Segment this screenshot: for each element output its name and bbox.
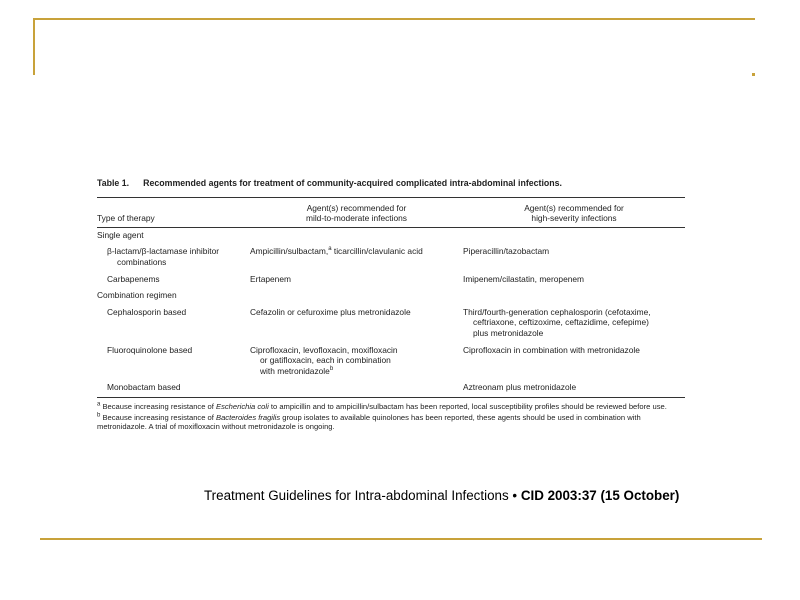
table-row xyxy=(97,343,685,381)
table-number: Table 1. xyxy=(97,178,130,188)
citation-text: Treatment Guidelines for Intra-abdominal Infections xyxy=(204,488,509,503)
citation xyxy=(204,488,679,503)
cephalosporin-high-line1: Third/fourth-generation cephalosporin (cefotaxime, xyxy=(463,306,651,317)
frame-bottom-line xyxy=(40,538,762,540)
table-row xyxy=(97,305,685,343)
table-row xyxy=(97,380,685,397)
header-type-of-therapy: Type of therapy xyxy=(97,213,155,224)
footnote-b-text-1: Because increasing resistance of xyxy=(100,412,217,422)
beta-lactam-mild xyxy=(250,244,463,271)
header-mild-line1: Agent(s) recommended for xyxy=(306,202,407,213)
cephalosporin-high-line3: plus metronidazole xyxy=(473,327,544,338)
frame-top-line xyxy=(33,18,755,20)
footnote-b-ref: b xyxy=(329,365,334,372)
monobactam-high: Aztreonam plus metronidazole xyxy=(463,382,577,393)
beta-lactam-name-line1: β-lactam/β-lactamase inhibitor xyxy=(107,246,220,257)
cephalosporin-high-line2: ceftriaxone, ceftizoxime, ceftazidime, cefepime) xyxy=(473,317,649,328)
footnote-a-text-1: Because increasing resistance of xyxy=(100,401,217,411)
beta-lactam-name-line2: combinations xyxy=(117,256,167,267)
footnote-b-organism: Bacteroides fragilis xyxy=(216,412,281,422)
fluoroquinolone-high: Ciprofloxacin in combination with metronidazole xyxy=(463,344,640,355)
footnote-b-mark: b xyxy=(97,411,101,418)
row-label-beta-lactam xyxy=(97,244,250,271)
footnote-a xyxy=(97,402,687,412)
fluoroquinolone-mild-line2: or gatifloxacin, each in combination xyxy=(260,355,391,366)
fluoroquinolone-mild-line3 xyxy=(250,366,463,377)
header-mild-line2: mild-to-moderate infections xyxy=(305,213,407,224)
fluoroquinolone-mild-line3-text: with metronidazole xyxy=(260,365,330,376)
footnote-b xyxy=(97,413,687,432)
beta-lactam-mild-a: Ampicillin/sulbactam, xyxy=(250,246,329,257)
fluoroquinolone-mild-line1: Ciprofloxacin, levofloxacin, moxifloxacin xyxy=(250,344,398,355)
table-figure xyxy=(97,178,687,432)
table-row xyxy=(97,227,685,244)
recommendations-table xyxy=(97,197,685,398)
citation-source: CID 2003:37 (15 October) xyxy=(520,488,680,503)
header-high-line1: Agent(s) recommended for xyxy=(524,202,624,213)
cephalosporin-mild: Cefazolin or cefuroxime plus metronidazole xyxy=(250,306,411,317)
row-label-fluoroquinolone: Fluoroquinolone based xyxy=(107,344,193,355)
table-caption xyxy=(97,178,687,189)
row-label-carbapenems: Carbapenems xyxy=(107,273,160,284)
table-row xyxy=(97,288,685,305)
fluoroquinolone-mild xyxy=(250,343,463,381)
footnote-a-text-2: to ampicillin and to ampicillin/sulbactam has been reported, local susceptibility profiles should be reviewed before use. xyxy=(268,401,667,411)
footnote-a-ref: a xyxy=(328,246,332,253)
monobactam-mild xyxy=(250,380,463,397)
footnote-b-text-2: group isolates to available quinolones has been reported, these agents should be used in combination with metronidazole. A trial of moxifloxacin without metronidazole is ongoing. xyxy=(97,412,641,432)
section-single-agent: Single agent xyxy=(97,229,144,240)
frame-left-line xyxy=(33,18,35,75)
frame-dot xyxy=(752,73,755,76)
carbapenems-mild: Ertapenem xyxy=(250,273,291,284)
table-row xyxy=(97,272,685,289)
cephalosporin-high xyxy=(463,305,685,343)
section-combination-regimen: Combination regimen xyxy=(97,290,177,301)
footnote-a-mark: a xyxy=(97,401,101,408)
header-mild-moderate xyxy=(250,197,463,227)
citation-bullet: • xyxy=(508,488,521,503)
beta-lactam-high: Piperacillin/tazobactam xyxy=(463,246,550,257)
row-label-cephalosporin: Cephalosporin based xyxy=(107,306,187,317)
header-high-severity xyxy=(463,197,685,227)
beta-lactam-mild-b: ticarcillin/clavulanic acid xyxy=(331,246,423,257)
table-header-row xyxy=(97,197,685,227)
carbapenems-high: Imipenem/cilastatin, meropenem xyxy=(463,273,585,284)
table-row xyxy=(97,244,685,271)
table-title: Recommended agents for treatment of community-acquired complicated intra-abdominal infections. xyxy=(143,178,563,188)
header-high-line2: high-severity infections xyxy=(531,213,617,224)
footnote-a-organism: Escherichia coli xyxy=(216,401,269,411)
row-label-monobactam: Monobactam based xyxy=(107,382,181,393)
